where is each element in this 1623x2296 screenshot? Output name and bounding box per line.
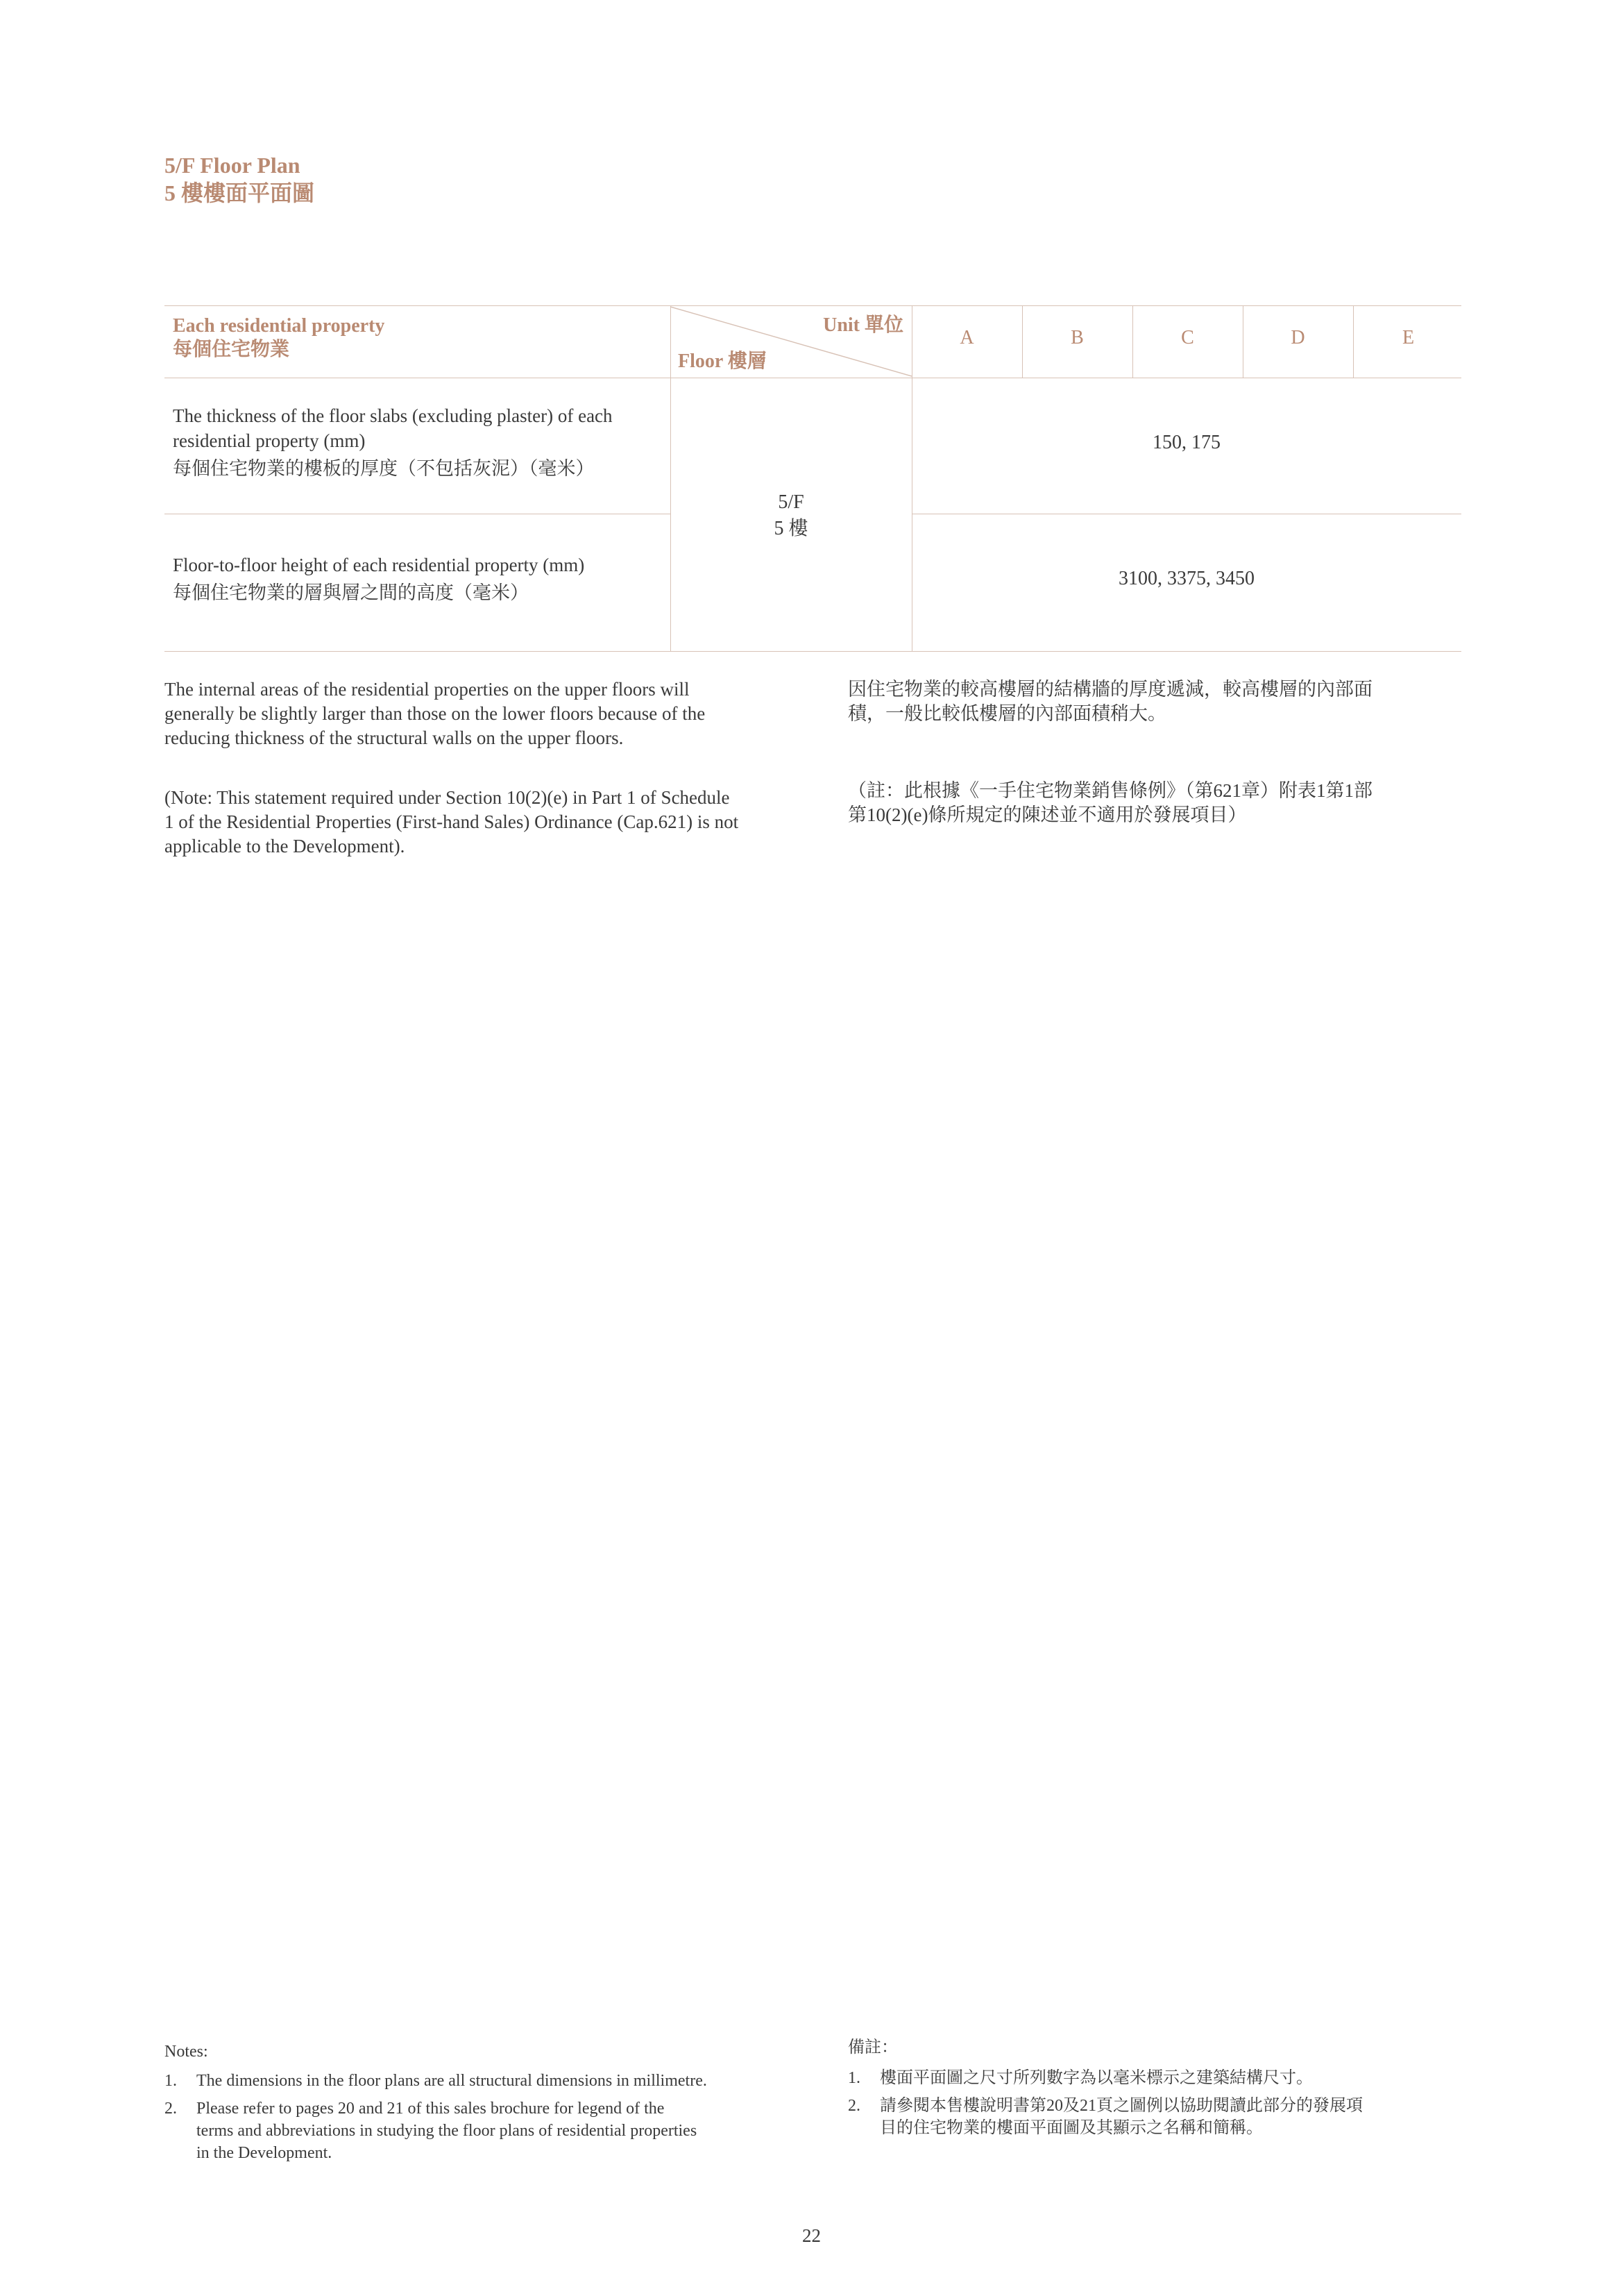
unit-col-d: D [1291, 327, 1305, 348]
statement-zh [848, 677, 1461, 726]
note-statement-en-line-3: applicable to the Development). [164, 836, 405, 856]
note-zh-item-1 [848, 2067, 1461, 2089]
floor-label: Floor 樓層 [678, 351, 767, 372]
note-zh-1-line-1: 樓面平面圖之尺寸所列數字為以毫米標示之建築結構尺寸。 [880, 2069, 1313, 2087]
floor-cell [670, 489, 912, 542]
unit-col-b: B [1071, 327, 1084, 348]
header-left-en: Each residential property [173, 315, 385, 337]
page-title-zh: 5 樓樓面平面圖 [164, 180, 315, 205]
note-en-num-2: 2. [164, 2100, 177, 2118]
notes-en [164, 2041, 789, 2164]
page-number: 22 [802, 2225, 821, 2246]
unit-col-c: C [1181, 327, 1194, 348]
row-height-label-en: Floor-to-floor height of each residential property (mm) [173, 555, 585, 575]
statement-en-line-3: reducing thickness of the structural walls on the upper floors. [164, 727, 624, 748]
statement-zh-line-2: 積，一般比較低樓層的內部面積稍大。 [848, 703, 1166, 724]
row-slab-value: 150, 175 [1153, 432, 1221, 453]
note-en-2-line-1: Please refer to pages 20 and 21 of this sales brochure for legend of the [196, 2100, 665, 2118]
unit-col-e: E [1402, 327, 1415, 348]
statement-en-line-1: The internal areas of the residential properties on the upper floors will [164, 679, 690, 700]
note-zh-num-2: 2. [848, 2097, 860, 2115]
note-statement-zh-line-1: （註：此根據《一手住宅物業銷售條例》（第621章）附表1第1部 [848, 780, 1373, 801]
note-en-1-line-1: The dimensions in the floor plans are all structural dimensions in millimetre. [196, 2072, 707, 2090]
row-slab-label-en-2: residential property (mm) [173, 430, 366, 451]
note-zh-item-2 [848, 2095, 1461, 2139]
row-slab-label-zh: 每個住宅物業的樓板的厚度（不包括灰泥）（毫米） [173, 458, 595, 479]
note-zh-2-line-2: 目的住宅物業的樓面平面圖及其顯示之名稱和簡稱。 [880, 2119, 1263, 2137]
header-left [173, 314, 384, 362]
note-en-2-line-3: in the Development. [196, 2144, 332, 2162]
note-statement-en [164, 786, 789, 859]
statement-zh-line-1: 因住宅物業的較高樓層的結構牆的厚度遞減，較高樓層的內部面 [848, 679, 1373, 700]
row-height-label-zh: 每個住宅物業的層與層之間的高度（毫米） [173, 582, 529, 603]
page-title-en: 5/F Floor Plan [164, 153, 300, 178]
note-statement-zh-line-2: 第10(2)(e)條所規定的陳述並不適用於發展項目） [848, 804, 1247, 825]
unit-col-a: A [960, 327, 974, 348]
header-left-zh: 每個住宅物業 [173, 339, 290, 360]
note-en-item-1 [164, 2070, 789, 2092]
note-statement-en-line-2: 1 of the Residential Properties (First-hand Sales) Ordinance (Cap.621) is not [164, 811, 739, 832]
note-zh-2-line-1: 請參閱本售樓說明書第20及21頁之圖例以協助閱讀此部分的發展項 [880, 2097, 1363, 2115]
row-slab-thickness-label [173, 403, 613, 481]
note-en-2-line-2: terms and abbreviations in studying the floor plans of residential properties [196, 2122, 697, 2140]
note-zh-num-1: 1. [848, 2069, 860, 2087]
note-statement-en-line-1: (Note: This statement required under Section 10(2)(e) in Part 1 of Schedule [164, 787, 730, 808]
floor-cell-zh: 5 樓 [774, 518, 808, 539]
floor-cell-en: 5/F [778, 491, 804, 513]
table-rule-bottom [164, 651, 1461, 652]
notes-zh [848, 2036, 1461, 2139]
note-statement-zh [848, 779, 1461, 827]
statement-en [164, 677, 789, 750]
notes-heading-zh: 備註： [848, 2038, 898, 2057]
row-height-value: 3100, 3375, 3450 [1119, 568, 1255, 589]
note-en-item-2 [164, 2097, 789, 2164]
page-title [164, 151, 314, 207]
floor-table [164, 305, 1461, 652]
unit-label: Unit 單位 [823, 314, 903, 336]
note-en-num-1: 1. [164, 2072, 177, 2090]
notes-heading-en: Notes: [164, 2043, 208, 2061]
row-slab-label-en-1: The thickness of the floor slabs (excluding plaster) of each [173, 405, 613, 426]
statement-en-line-2: generally be slightly larger than those on the lower floors because of the [164, 703, 706, 724]
row-floor-height-label [173, 552, 584, 605]
